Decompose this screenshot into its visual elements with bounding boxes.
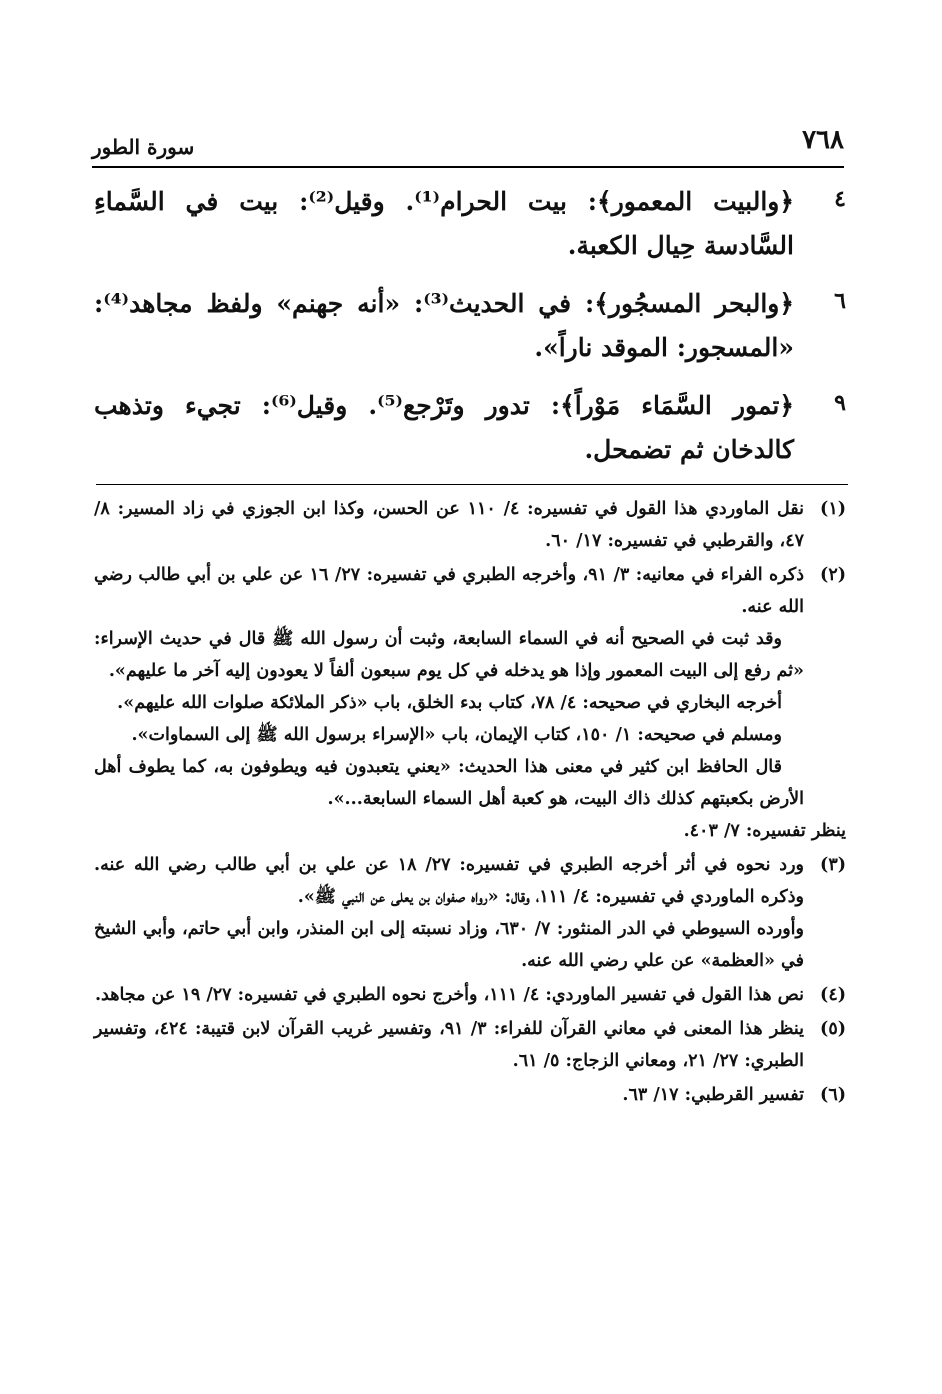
verse-entry-6 xyxy=(86,282,846,370)
footnotes xyxy=(94,493,846,1113)
footnote-number: (٥) xyxy=(820,1019,846,1039)
footnote-2 xyxy=(94,559,846,847)
footnote-3 xyxy=(94,849,846,977)
verse-entry-4 xyxy=(86,180,846,268)
footnote-paragraph: أخرجه البخاري في صحيحه: ٤/ ٧٨، كتاب بدء الخلق، باب «ذكر الملائكة صلوات الله عليهم». xyxy=(117,693,782,713)
surah-title: سورة الطور xyxy=(92,135,195,159)
page-number: ٧٦٨ xyxy=(802,125,844,155)
footnote-paragraph: ينظر تفسيره: ٧/ ٤٠٣. xyxy=(683,821,846,841)
verse-number: ٤ xyxy=(834,186,846,212)
verse-commentary: ﴿والبحر المسجُور﴾: في الحديث⁽³⁾: «أنه جهنم» ولفظ مجاهد⁽⁴⁾: «المسجور: الموقد ناراً». xyxy=(94,289,794,362)
footnote-text: تفسير القرطبي: ١٧/ ٦٣. xyxy=(622,1085,804,1105)
header-rule xyxy=(92,166,844,168)
footnote-paragraph: وأورده السيوطي في الدر المنثور: ٧/ ٦٣٠، وزاد نسبته إلى ابن المنذر، وابن أبي حاتم، وأبي الشيخ في «العظمة» عن علي رضي الله عنه. xyxy=(94,919,804,971)
footnote-6 xyxy=(94,1079,846,1111)
verse-commentary: ﴿والبيت المعمور﴾: بيت الحرام⁽¹⁾. وقيل⁽²⁾: بيت في السَّماءِ السَّادسة حِيال الكعبة. xyxy=(94,187,794,260)
footnote-number: (١) xyxy=(820,499,846,519)
verse-number: ٩ xyxy=(834,390,846,416)
footnote-number: (٢) xyxy=(820,565,846,585)
footnote-text: نص هذا القول في تفسير الماوردي: ٤/ ١١١، وأخرج نحوه الطبري في تفسيره: ٢٧/ ١٩ عن مجاهد. xyxy=(94,985,804,1005)
footnote-1 xyxy=(94,493,846,557)
footnote-separator xyxy=(96,484,848,485)
verse-entry-9 xyxy=(86,384,846,472)
verse-number: ٦ xyxy=(834,288,846,314)
footnote-number: (٦) xyxy=(820,1085,846,1105)
footnote-text: ينظر هذا المعنى في معاني القرآن للفراء: ٣/ ٩١، وتفسير غريب القرآن لابن قتيبة: ٤٢٤، وتفسير الطبري: ٢٧/ ٢١، ومعاني الزجاج: ٥/ ٦١. xyxy=(94,1019,804,1071)
footnote-paragraph: وقد ثبت في الصحيح أنه في السماء السابعة، وثبت أن رسول الله ﷺ قال في حديث الإسراء: «ثم رفع إلى البيت المعمور وإذا هو يدخله في كل يوم سبعون ألفاً لا يعودون إليه آخر ما عليهم». xyxy=(94,629,804,681)
footnote-text: نقل الماوردي هذا القول في تفسيره: ٤/ ١١٠ عن الحسن، وكذا ابن الجوزي في زاد المسير: ٨/ ٤٧، والقرطبي في تفسيره: ١٧/ ٦٠. xyxy=(94,499,805,551)
footnote-4 xyxy=(94,979,846,1011)
footnote-number: (٤) xyxy=(820,985,846,1005)
verse-commentary: ﴿تمور السَّمَاء مَوْراً﴾: تدور وتَرْجع⁽⁵⁾. وقيل⁽⁶⁾: تجيء وتذهب كالدخان ثم تضمحل. xyxy=(94,391,795,464)
footnote-text: ورد نحوه في أثر أخرجه الطبري في تفسيره: ٢٧/ ١٨ عن علي بن أبي طالب رضي الله عنه. وذكره الماوردي في تفسيره: ٤/ ١١١، وقال: «رواه صفوان بن يعلى عن النبي ﷺ». xyxy=(94,855,804,907)
footnote-paragraph: ومسلم في صحيحه: ١/ ١٥٠، كتاب الإيمان، باب «الإسراء برسول الله ﷺ إلى السماوات». xyxy=(131,725,782,745)
footnote-paragraph: قال الحافظ ابن كثير في معنى هذا الحديث: «يعني يتعبدون فيه ويطوفون به، كما يطوف أهل الأرض بكعبتهم كذلك ذاك البيت، هو كعبة أهل السماء السابعة...». xyxy=(94,757,804,809)
footnote-5 xyxy=(94,1013,846,1077)
footnote-text: ذكره الفراء في معانيه: ٣/ ٩١، وأخرجه الطبري في تفسيره: ٢٧/ ١٦ عن علي بن أبي طالب رضي الله عنه. xyxy=(94,565,805,617)
page-header xyxy=(92,125,844,165)
footnote-number: (٣) xyxy=(820,855,846,875)
